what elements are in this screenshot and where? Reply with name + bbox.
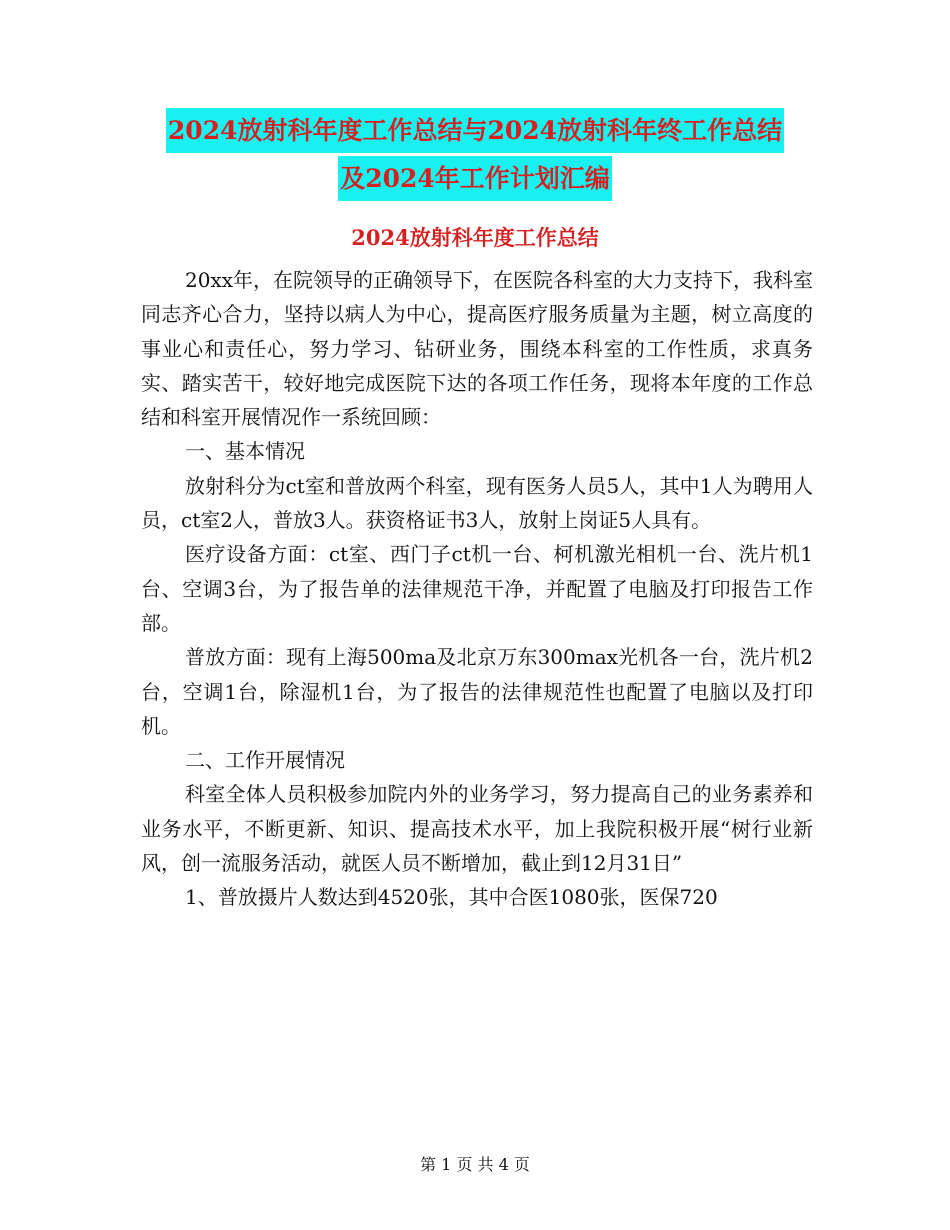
- heading-work-progress: 二、工作开展情况: [185, 748, 345, 773]
- paragraph-equipment-ct: 医疗设备方面：ct室、西门子ct机一台、柯机激光相机一台、洗片机1台、空调3台，为了报告单的法律规范干净，并配置了电脑及打印报告工作部。: [141, 542, 813, 635]
- paragraph-intro: 20xx年，在院领导的正确领导下，在医院各科室的大力支持下，我科室同志齐心合力，坚持以病人为中心，提高医疗服务质量为主题，树立高度的事业心和责任心，努力学习、钻研业务，围绕本科室的工作性质，求真务实、踏实苦干，较好地完成医院下达的各项工作任务，现将本年度的工作总结和科室开展情况作一系统回顾：: [141, 268, 814, 430]
- section-title: 2024放射科年度工作总结: [351, 225, 599, 250]
- document-title: [0, 108, 950, 201]
- paragraph-staff: 放射科分为ct室和普放两个科室，现有医务人员5人，其中1人为聘用人员，ct室2人，普放3人。获资格证书3人，放射上岗证5人具有。: [141, 473, 813, 533]
- heading-basic-situation: 一、基本情况: [185, 439, 305, 464]
- paragraph-work-progress: 科室全体人员积极参加院内外的业务学习，努力提高自己的业务素养和业务水平，不断更新、知识、提高技术水平，加上我院积极开展“树行业新风，创一流服务活动，就医人员不断增加，截止到12月31日”: [141, 782, 813, 876]
- body-text: [141, 263, 813, 915]
- title-line-1: 2024放射科年度工作总结与2024放射科年终工作总结: [166, 108, 784, 153]
- page-footer: 第 1 页 共 4 页: [420, 1155, 530, 1174]
- paragraph-statistics: 1、普放摄片人数达到4520张，其中合医1080张，医保720: [185, 885, 718, 910]
- title-line-2: 及2024年工作计划汇编: [338, 156, 612, 201]
- paragraph-equipment-general: 普放方面：现有上海500ma及北京万东300max光机各一台，洗片机2台，空调1台，除湿机1台，为了报告的法律规范性也配置了电脑以及打印机。: [141, 645, 813, 738]
